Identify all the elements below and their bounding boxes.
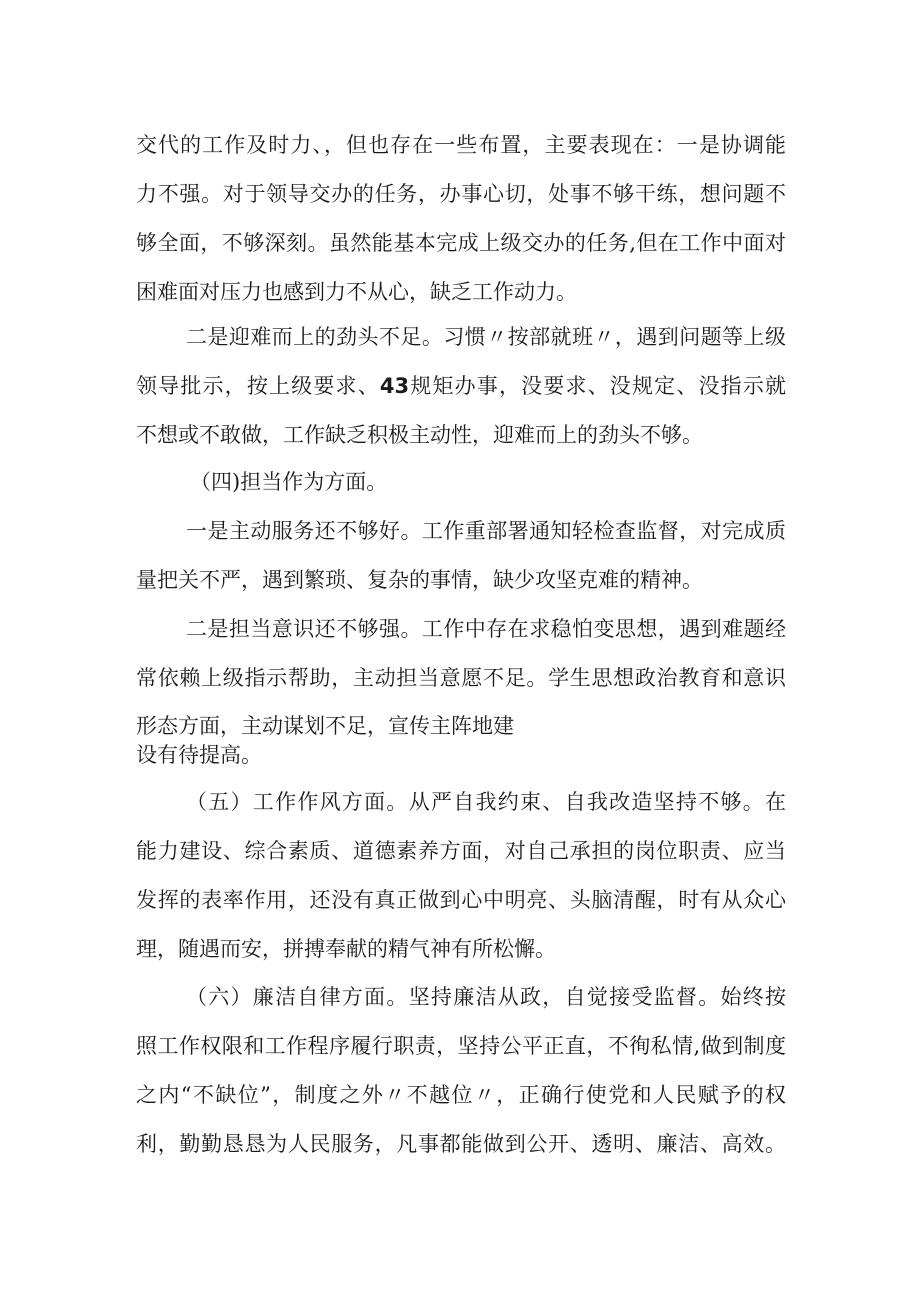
text-line-with-number xyxy=(136,372,786,400)
text-line: 量把关不严，遇到繁琐、复杂的事情，缺少攻坚克难的精神。 xyxy=(136,568,703,592)
text-line: 力不强。对于领导交办的任务，办事心切，处事不够干练，想问题不 xyxy=(136,182,786,206)
text-line: 够全面，不够深刻。虽然能基本完成上级交办的任务,但在工作中面对 xyxy=(136,231,786,255)
text-line: 二是担当意识还不够强。工作中存在求稳怕变思想，遇到难题经 xyxy=(186,617,786,641)
text-segment: 规矩办事，没要求、没规定、没指示就 xyxy=(409,374,787,398)
text-line: 不想或不敢做，工作缺乏积极主动性，迎难而上的劲头不够。 xyxy=(136,423,703,447)
text-line: 理，随遇而安，拼搏奉献的精气神有所松懈。 xyxy=(136,937,556,961)
section-heading-line: （五）工作作风方面。从严自我约束、自我改造坚持不够。在 xyxy=(186,790,786,814)
text-line: 交代的工作及时力、，但也存在一些布置，主要表现在：一是协调能 xyxy=(136,133,786,157)
text-line: 利，勤勤恳恳为人民服务，凡事都能做到公开、透明、廉洁、高效。 xyxy=(136,1132,786,1156)
text-line: 常依赖上级指示帮助，主动担当意愿不足。学生思想政治教育和意识 xyxy=(136,666,786,690)
text-line: 一是主动服务还不够好。工作重部署通知轻检查监督，对完成质 xyxy=(186,519,786,543)
text-line: 形态方面，主动谋划不足，宣传主阵地建 xyxy=(136,714,514,738)
text-line: 二是迎难而上的劲头不足。习惯〃按部就班〃，遇到问题等上级 xyxy=(186,325,786,349)
inline-number: 43 xyxy=(379,374,410,398)
text-line: 之内“不缺位”，制度之外〃不越位〃，正确行使党和人民赋予的权 xyxy=(136,1083,786,1107)
section-heading-line: （六）廉洁自律方面。坚持廉洁从政，自觉接受监督。始终按 xyxy=(186,985,786,1009)
text-line: 能力建设、综合素质、道德素养方面，对自己承担的岗位职责、应当 xyxy=(136,839,786,863)
text-segment: 领导批示，按上级要求、 xyxy=(136,374,380,398)
text-line: 困难面对压力也感到力不从心，缺乏工作动力。 xyxy=(136,280,577,304)
text-line: 设有待提高。 xyxy=(136,743,262,767)
text-line: 照工作权限和工作程序履行职责，坚持公平正直，不徇私情,做到制度 xyxy=(136,1034,786,1058)
section-heading: （四)担当作为方面。 xyxy=(190,470,388,494)
text-line: 发挥的表率作用，还没有真正做到心中明亮、头脑清醒，时有从众心 xyxy=(136,888,786,912)
